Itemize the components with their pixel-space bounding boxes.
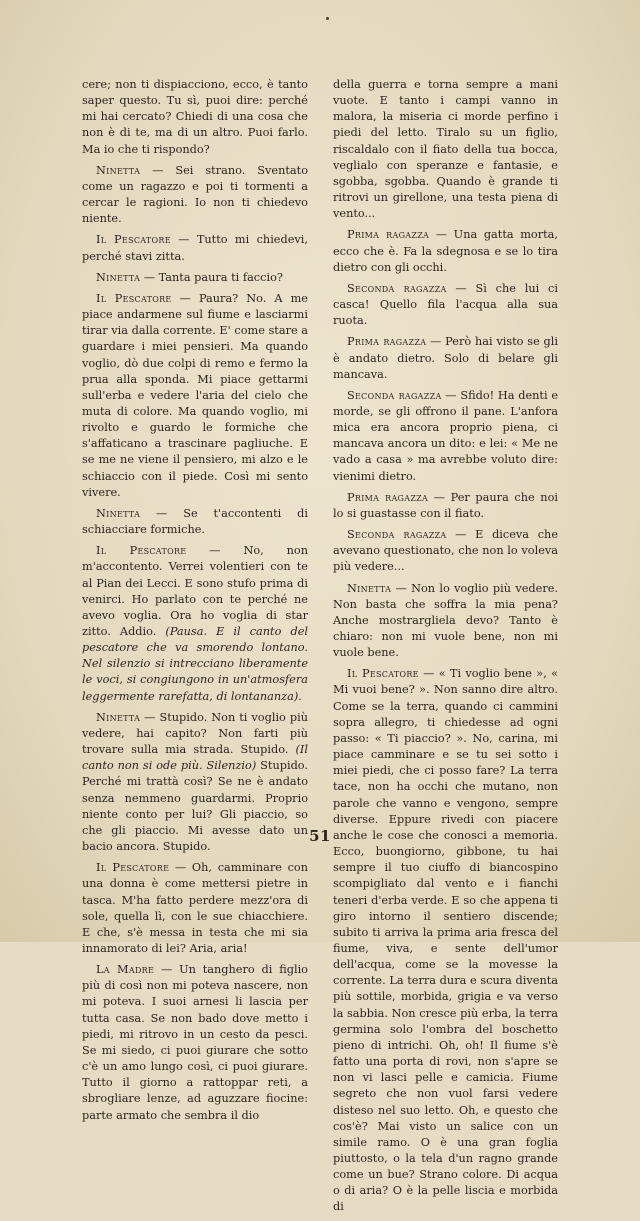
dialogue-text: — Paura? No. A me piace andarmene sul fiume e lasciarmi tirar via dalla corrente. E' come stare a guardare i miei pensieri. Ma quando voglio, dò due colpi di remo e fermo la prua alla sponda. Mi piace gettarmi sull'erba e vedere l'aria del cielo che muta di colore. Ma quando voglio, mi rivolto e guardo le formiche che s'affaticano a trascinare pagliuche. E se me ne viene il pensiero, mi alzo e le schiaccio con il piede. Così mi sento vivere.: [82, 291, 308, 499]
speaker-name: Ninetta: [96, 506, 141, 520]
paragraph: [82, 270, 308, 286]
speaker-name: Ninetta: [96, 163, 141, 177]
paragraph: [82, 543, 308, 705]
speaker-name: Seconda ragazza: [347, 281, 447, 295]
dialogue-text: — Sì che lui ci casca! Quello fila l'acqua alla sua ruota.: [333, 281, 559, 328]
right-column: [333, 77, 558, 1221]
paragraph: [82, 860, 308, 957]
speaker-name: Il Pescatore: [96, 291, 172, 305]
dialogue-text: — Stupido. Non ti voglio più vedere, hai capito? Non farti più trovare sulla mia strada. Stupido.: [82, 710, 308, 757]
left-column: [82, 77, 308, 1129]
paragraph: [333, 227, 558, 275]
dialogue-text: cere; non ti dispiacciono, ecco, è tanto saper questo. Tu sì, puoi dire: perché mi hai cercato? Chiedi di una cosa che non è di te, ma di un altro. Puoi farlo. Ma io che ti rispondo?: [82, 78, 308, 156]
paragraph: [333, 77, 558, 222]
dialogue-text: Stupido. Perché mi trattà così? Se ne è andato senza nemmeno guardarmi. Proprio niente conto per lui? Gli piaccio, so che gli piaccio. Mi avesse dato un bacio ancora. Stupido.: [82, 759, 308, 854]
paragraph: [333, 666, 558, 1215]
dialogue-text: — Tutto mi chiedevi, perché stavi zitta.: [82, 233, 308, 263]
dialogue-text: — Per paura che noi lo si guastasse con il fiato.: [333, 490, 558, 520]
paragraph: [333, 581, 558, 662]
dialogue-text: — E diceva che avevano questionato, che non lo voleva più vedere...: [333, 528, 559, 574]
dialogue-text: — Sei strano. Sventato come un ragazzo e poi ti tormenti a cercar le ragioni. Io non ti chiedevo niente.: [82, 163, 308, 226]
dialogue-text: — Tanta paura ti faccio?: [140, 270, 283, 284]
dialogue-text: — « Ti voglio bene », « Mi vuoi bene? ». Non sanno dire altro. Come se la terra, quando ci cammini sopra allegro, ti chiedesse ad ogni passo: « Ti piaccio? ». No, carina, mi piace camminare e se tu sei sotto i miei piedi, che ci posso fare? La terra tace, non ha occhi che mutano, non parole che vanno e vengono, sempre diverse. Eppure rivedi con piacere anche le cose che conosci a memoria. Ecco, buongiorno, gibbone, tu hai sempre il tuo ciuffo di biancospino scompigliato dal vento e i fianchi teneri d'erba verde. E so che appena ti giro intorno il sentiero discende; subito ti arriva la prima aria fresca del fiume, viva, e sente dell'umor dell'acqua, come se la movesse la corrente. La terra dura e scura diventa più sottile, morbida, grigia e va verso la sabbia. Non cresce più erba, la terra germina solo l'ombra del boschetto pieno di intrichi. Oh, oh! Il fiume s'è fatto una porta di rovi, non s'apre se non vi lasci pelle e camicia. Fiume segreto che non vuol farsi vedere disteso nel suo letto. Oh, e questo che cos'è? Mai visto un salice con un simile ramo. O è una gran foglia piuttosto, o la tela d'un ragno grande come un bue? Strano colore. Di acqua o di aria? O è la pelle liscia e morbida di: [333, 667, 559, 1214]
top-mark: [326, 17, 329, 20]
speaker-name: Prima ragazza: [347, 228, 430, 242]
speaker-name: Seconda ragazza: [347, 528, 447, 542]
dialogue-text: — Non lo voglio più vedere. Non basta che soffra la mia pena? Anche mostrargliela devo? Tanto è chiaro: non mi vuole bene, non mi vuole bene.: [333, 581, 558, 660]
dialogue-text: — Però hai visto se gli è andato dietro. Solo di belare gli mancava.: [333, 335, 558, 381]
speaker-name: Seconda ragazza: [347, 388, 442, 402]
paragraph: [333, 527, 558, 575]
dialogue-text: — Oh, camminare con una donna è come mettersi pietre in tasca. M'ha fatto perdere mezz'ora di sole, quella lì, con le sue chiacchiere. E che, s'è messa in testa che mi sia innamorato di lei? Aria, aria!: [82, 861, 309, 955]
paragraph: [333, 490, 558, 522]
speaker-name: Ninetta: [347, 581, 392, 595]
speaker-name: Il Pescatore: [96, 233, 171, 247]
speaker-name: Prima ragazza: [347, 490, 429, 504]
dialogue-text: — Se t'accontenti di schiacciare formiche.: [82, 506, 308, 537]
paragraph: [333, 334, 558, 382]
stage-direction: (Il canto non si ode più. Silenzio): [82, 743, 308, 773]
paragraph: [82, 291, 308, 501]
paragraph: [82, 506, 308, 538]
speaker-name: Ninetta: [96, 710, 141, 724]
page-number: 51: [309, 827, 331, 845]
speaker-name: Il Pescatore: [96, 544, 187, 558]
dialogue-text: — Sfido! Ha denti e morde, se gli offrono il pane. L'anfora mica era ancora proprio piena, ci mancava ancora un dito: e lei: « Me ne vado a casa » ma avrebbe voluto dire: vienimi dietro.: [333, 388, 559, 483]
speaker-name: Il Pescatore: [347, 667, 419, 681]
paragraph: [82, 163, 308, 228]
dialogue-text: — Un tanghero di figlio più di così non mi poteva nascere, non mi poteva. I suoi arnesi li lascia per tutta casa. Se non bado dove metto i piedi, mi ritrovo in un cesto da pesci. Se mi siedo, ci puoi giurare che sotto c'è un amo lungo così, ci puoi giurare. Tutto il giorno a rattoppar reti, a sbrogliare lenze, ad aguzzare fiocine: parte armato che sembra il dio: [82, 963, 308, 1122]
paragraph: [82, 962, 308, 1124]
speaker-name: Prima ragazza: [347, 335, 427, 349]
dialogue-text: — Una gatta morta, ecco che è. Fa la sdegnosa e se lo tira dietro con gli occhi.: [333, 228, 558, 274]
paragraph: [333, 281, 558, 329]
stage-direction: (Pausa. E il canto del pescatore che va smorendo lontano. Nel silenzio si intrecciano liberamente le voci, si congiungono in un'atmosfera leggermente rarefatta, di lontananza).: [82, 625, 308, 703]
paragraph: [82, 232, 308, 264]
dialogue-text: della guerra e torna sempre a mani vuote. E tanto i campi vanno in malora, la miseria ci morde perfino i piedi del letto. Tiralo su un figlio, riscaldalo con il fiato della tua bocca, veglialo con speranze e fantasie, e sgobba, sgobba. Quando è grande ti ritrovi un girellone, una testa piena di vento...: [333, 78, 558, 221]
speaker-name: La Madre: [96, 963, 155, 977]
paragraph: [333, 388, 558, 485]
speaker-name: Il Pescatore: [96, 861, 170, 875]
paragraph: [82, 77, 308, 158]
dialogue-text: — No, non m'accontento. Verrei volentieri con te al Pian dei Lecci. E sono stufo prima di venirci. Ho parlato con te perché ne avevo voglia. Ora ho voglia di star zitto. Addio.: [82, 544, 308, 638]
speaker-name: Ninetta: [96, 270, 141, 284]
